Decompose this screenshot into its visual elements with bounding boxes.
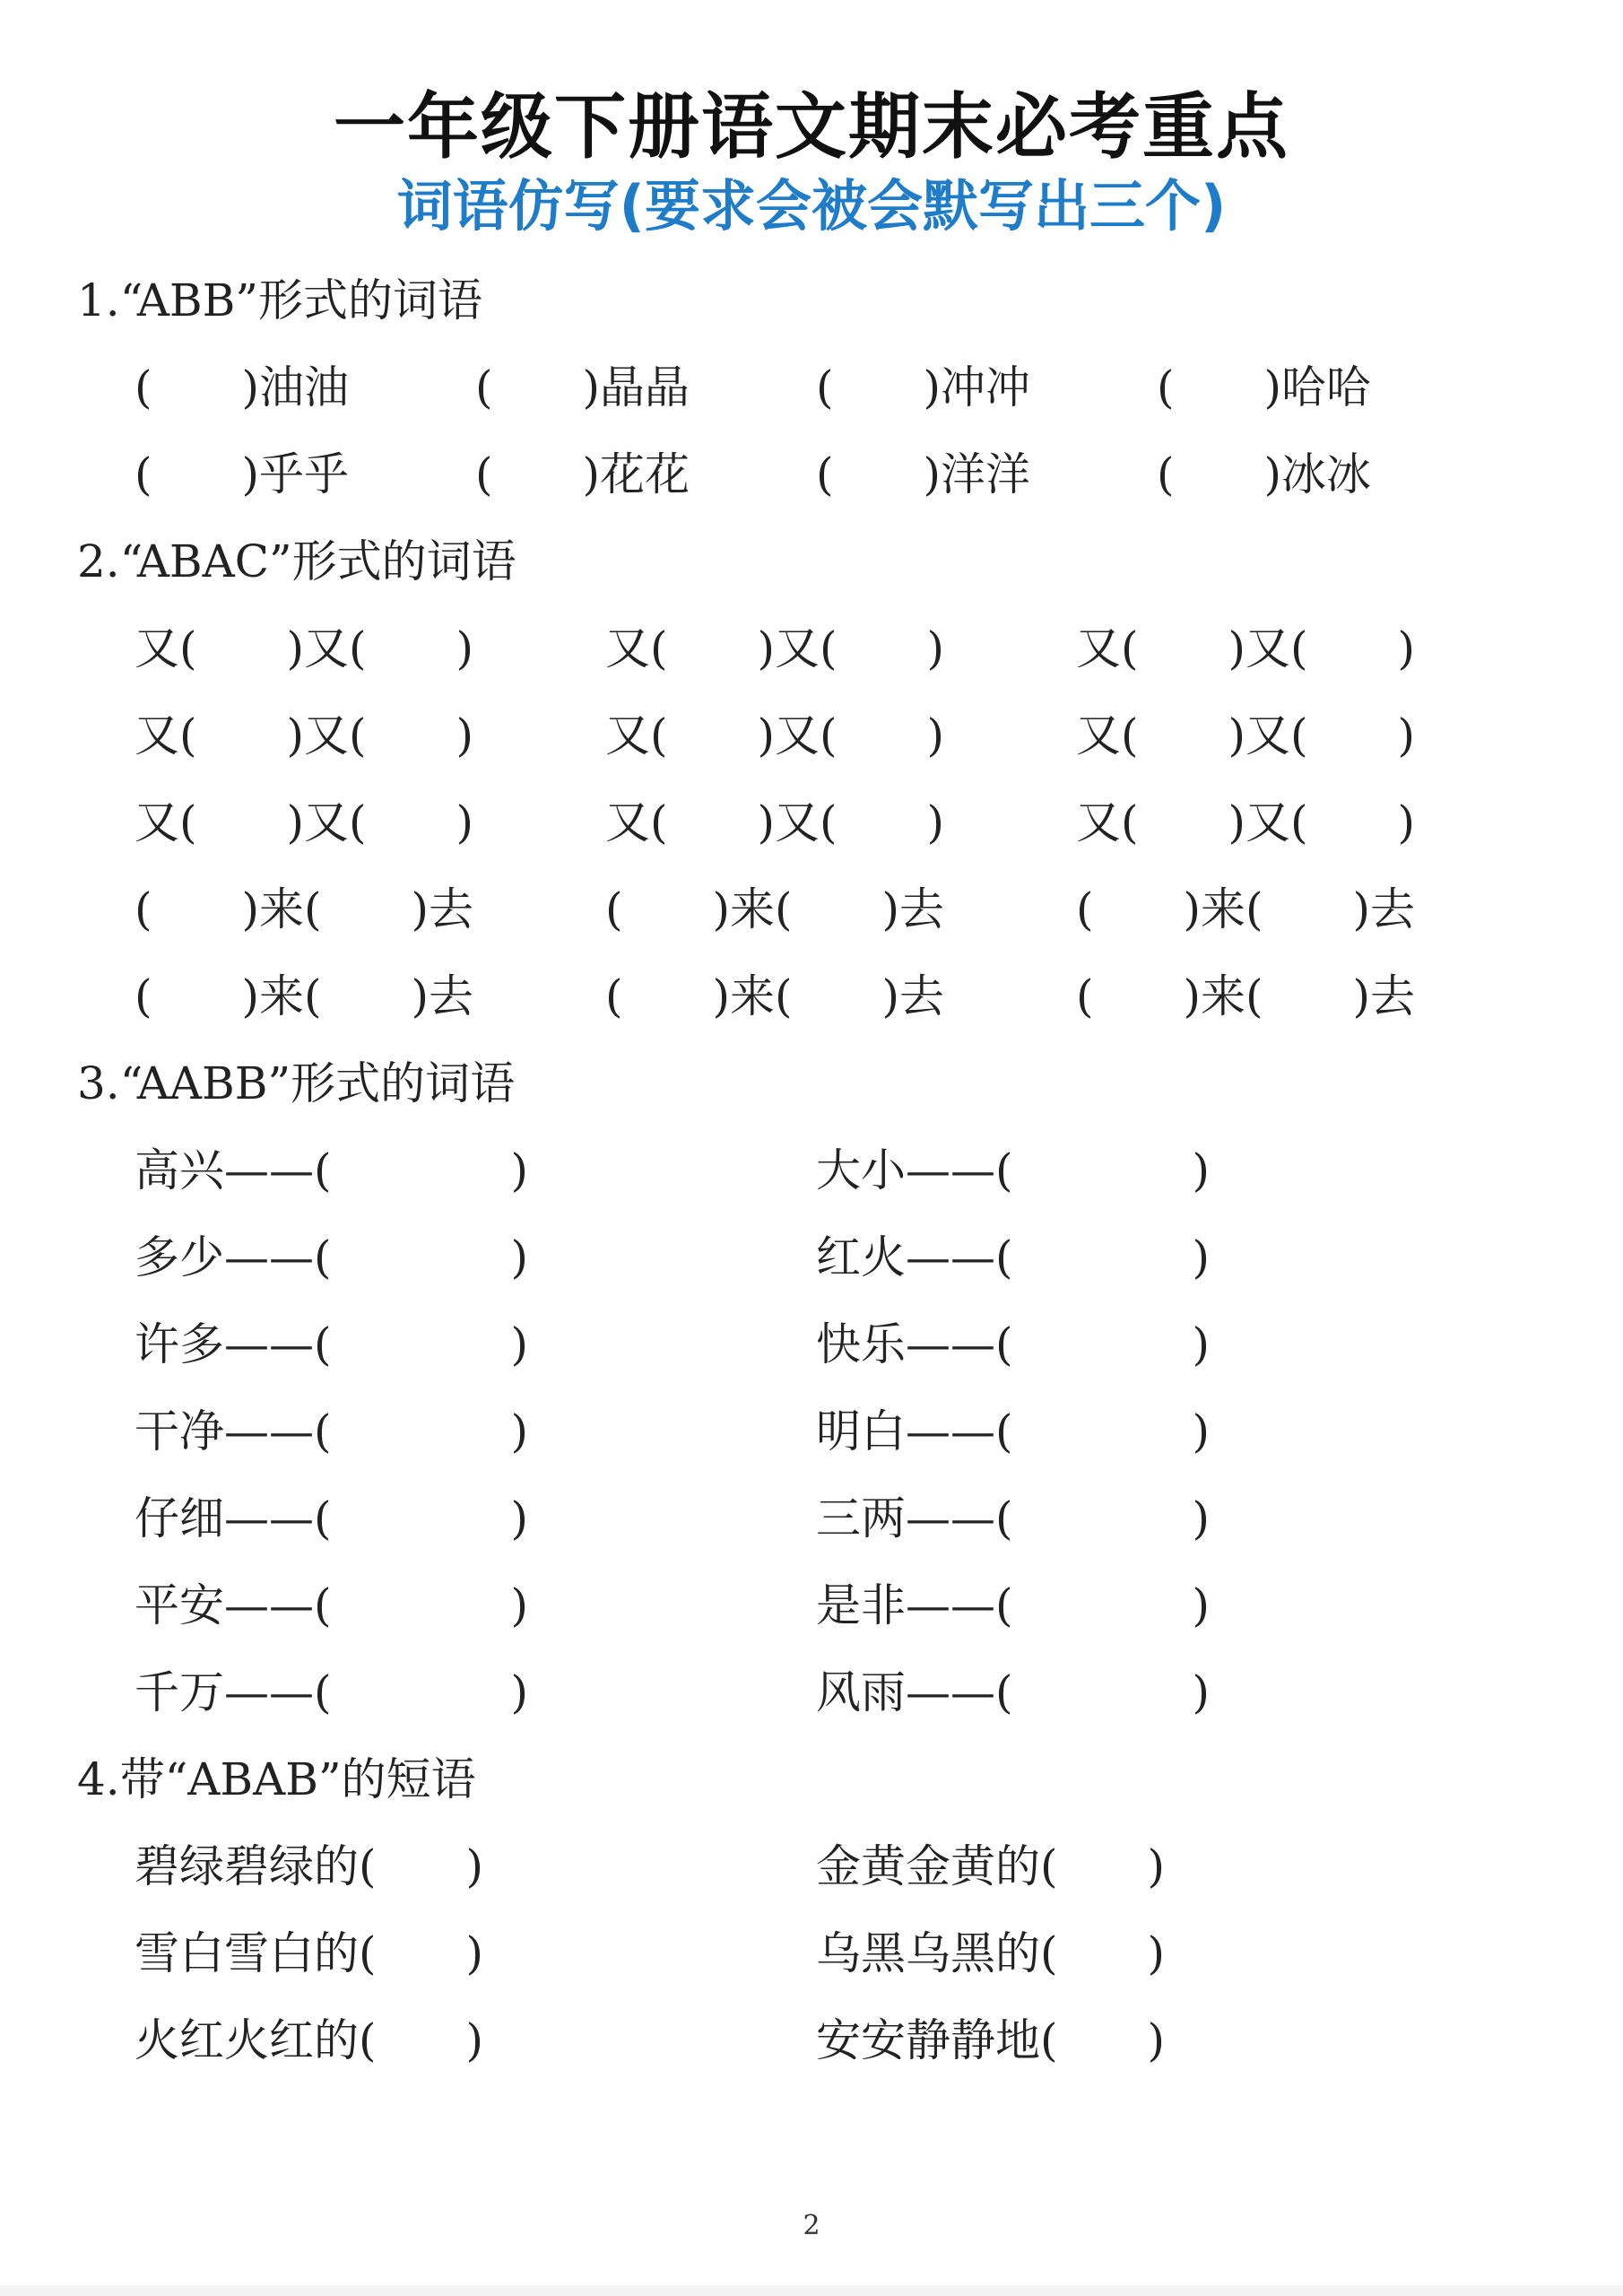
abac-item: ( )来( )去 bbox=[605, 883, 945, 935]
aabb-item: 风雨——( ) bbox=[816, 1666, 1211, 1718]
abb-item: ( )冲冲 bbox=[816, 361, 1031, 413]
section-heading-abab: 4.带“ABAB”的短语 bbox=[77, 1753, 476, 1805]
abab-item: 乌黑乌黑的( ) bbox=[816, 1927, 1166, 1979]
aabb-item: 许多——( ) bbox=[135, 1318, 529, 1370]
abac-item: 又( )又( ) bbox=[135, 796, 474, 848]
aabb-item: 仔细——( ) bbox=[135, 1492, 529, 1544]
abac-item: ( )来( )去 bbox=[135, 970, 474, 1022]
abab-item: 雪白雪白的( ) bbox=[135, 1927, 484, 1979]
abab-item: 金黄金黄的( ) bbox=[816, 1840, 1166, 1892]
abac-item: 又( )又( ) bbox=[1076, 796, 1416, 848]
abb-item: ( )花花 bbox=[475, 448, 690, 500]
aabb-item: 三两——( ) bbox=[816, 1492, 1211, 1544]
page-title: 一年级下册语文期末必考重点 bbox=[334, 85, 1289, 169]
abb-item: ( )晶晶 bbox=[475, 361, 690, 413]
abab-item: 碧绿碧绿的( ) bbox=[135, 1840, 484, 1892]
page-subtitle: 词语仿写(要求会被会默写出三个) bbox=[396, 173, 1227, 239]
aabb-item: 多少——( ) bbox=[135, 1231, 529, 1283]
page-number: 2 bbox=[803, 2210, 820, 2241]
abac-item: 又( )又( ) bbox=[1076, 622, 1416, 674]
abac-item: 又( )又( ) bbox=[605, 622, 945, 674]
abac-item: 又( )又( ) bbox=[605, 796, 945, 848]
abb-item: ( )洋洋 bbox=[816, 448, 1031, 500]
abac-item: 又( )又( ) bbox=[605, 709, 945, 761]
abb-item: ( )油油 bbox=[135, 361, 350, 413]
aabb-item: 高兴——( ) bbox=[135, 1144, 529, 1196]
aabb-item: 千万——( ) bbox=[135, 1666, 529, 1718]
section-heading-abac: 2.“ABAC”形式的词语 bbox=[77, 535, 516, 587]
aabb-item: 快乐——( ) bbox=[816, 1318, 1211, 1370]
abac-item: 又( )又( ) bbox=[135, 622, 474, 674]
abb-item: ( )哈哈 bbox=[1157, 361, 1372, 413]
aabb-item: 大小——( ) bbox=[816, 1144, 1211, 1196]
abac-item: 又( )又( ) bbox=[135, 709, 474, 761]
abac-item: ( )来( )去 bbox=[605, 970, 945, 1022]
abab-item: 安安静静地( ) bbox=[816, 2014, 1166, 2066]
aabb-item: 是非——( ) bbox=[816, 1579, 1211, 1631]
page-bottom-edge bbox=[0, 2285, 1623, 2296]
abac-item: ( )来( )去 bbox=[135, 883, 474, 935]
abb-item: ( )乎乎 bbox=[135, 448, 350, 500]
aabb-item: 平安——( ) bbox=[135, 1579, 529, 1631]
section-heading-abb: 1.“ABB”形式的词语 bbox=[77, 274, 482, 326]
aabb-item: 干净——( ) bbox=[135, 1405, 529, 1457]
abac-item: 又( )又( ) bbox=[1076, 709, 1416, 761]
section-heading-aabb: 3.“AABB”形式的词语 bbox=[77, 1057, 516, 1109]
aabb-item: 明白——( ) bbox=[816, 1405, 1211, 1457]
abac-item: ( )来( )去 bbox=[1076, 883, 1416, 935]
abac-item: ( )来( )去 bbox=[1076, 970, 1416, 1022]
abab-item: 火红火红的( ) bbox=[135, 2014, 484, 2066]
aabb-item: 红火——( ) bbox=[816, 1231, 1211, 1283]
abb-item: ( )冰冰 bbox=[1157, 448, 1372, 500]
